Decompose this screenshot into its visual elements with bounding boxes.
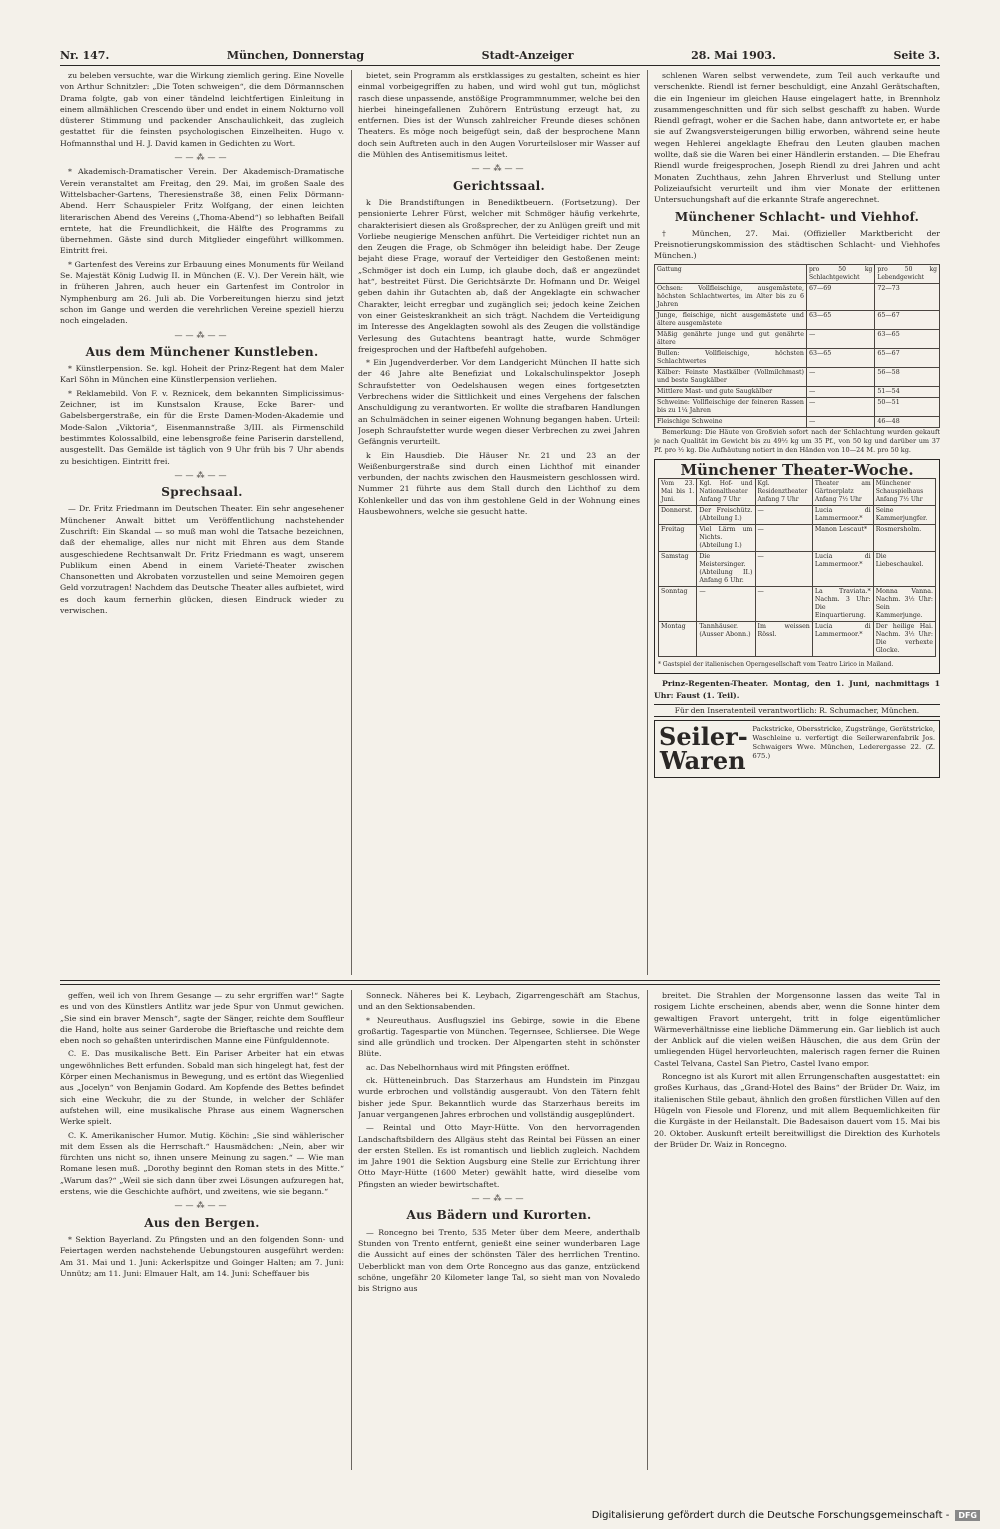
- market-cell: 46—48: [875, 416, 940, 427]
- market-cell: —: [806, 386, 874, 397]
- theater-schedule-table: [658, 478, 936, 657]
- market-cell: Junge, fleischige, nicht ausgemästete und ältere ausgemästete: [655, 310, 807, 329]
- responsible-editor: Für den Inseratenteil verantwortlich: R. Schumacher, München.: [654, 704, 940, 717]
- theater-cell: Manon Lescaut*: [812, 525, 873, 552]
- theater-week-title: Münchener Theater-Woche.: [680, 460, 914, 479]
- dfg-logo: DFG: [955, 1510, 980, 1521]
- article-text: * Ein Jugendverderber. Vor dem Landgericht München II hatte sich der 46 Jahre alte Benefiziat und Lokalschulinspektor Joseph Schraufstetter von Oedelshausen wegen eines fortgesetzten Verbrechens wider die Sittlichkeit und eines Vergehens der falschen Anschuldigung zu verantworten. Er wollte die strafbaren Handlungen an Schulmädchen in seiner eigenen Wohnung begangen haben. Urteil: Joseph Schraufstetter wurde wegen dieser Verbrechen zu zwei Jahren Gefängnis verurteilt.: [358, 358, 640, 447]
- horizontal-rule: [60, 980, 940, 981]
- article-text: k Die Brandstiftungen in Benediktbeuern. (Fortsetzung). Der pensionierte Lehrer Fürst, welcher mit Schmöger häufig verkehrte, charakterisiert diesen als Großsprecher, der zu Anlügen greift und mit Vorliebe neugierige Menschen anführt. Die Verteidiger richtet nun an den Zeugen die Frage, ob Schmöger ihn beleidigt habe. Der Zeuge bejaht diese Frage, worauf der Verteidiger den Gestoßenen meint: „Schmöger ist doch ein Lump, ich glaube doch, daß er angezündet hat“, bestreitet Fürst. Die Gerichtsärzte Dr. Hofmann und Dr. Weigel geben dahin ihr Gutachten ab, daß der Angeklagte ein schwacher Charakter, leicht erregbar und zugänglich sei; jedoch keine Zeichen von einer Geisteskrankheit an sich trägt. Nachdem die Verteidigung im Interesse des Angeklagten sowohl als des Zeugen die vollständige Verlesung des Gutachtens beantragt hatte, wurde Schmöger freigesprochen und der Haftbefehl aufgehoben.: [358, 197, 640, 354]
- theater-column-header: Kgl. Hof- und Nationaltheater Anfang 7 Uhr: [697, 479, 755, 506]
- table-row: [659, 506, 936, 525]
- divider-ornament: ——⁂——: [471, 164, 527, 174]
- table-row: [659, 525, 936, 552]
- page-number: Seite 3.: [893, 49, 940, 62]
- table-row: [655, 367, 940, 386]
- theater-cell: —: [755, 587, 812, 622]
- column-3: [654, 70, 940, 975]
- market-cell: 50—51: [875, 397, 940, 416]
- theater-cell: Die Liebeschaukel.: [873, 552, 935, 587]
- bottom-column-2: [358, 990, 640, 1470]
- section-heading: Aus Bädern und Kurorten.: [406, 1208, 592, 1223]
- theater-cell: Lucia di Lammermoor.*: [812, 622, 873, 657]
- ad-logo: Seiler-Waren: [659, 722, 748, 776]
- theater-cell: Der heilige Hai. Nachm. 3½ Uhr: Die verhexte Glocke.: [873, 622, 935, 657]
- market-cell: 65—67: [875, 310, 940, 329]
- table-row: [655, 348, 940, 367]
- theater-cell: Donnerst.: [659, 506, 697, 525]
- table-row: [655, 416, 940, 427]
- section-heading: Sprechsaal.: [161, 485, 243, 500]
- market-column-header: pro 50 kg Schlachtgewicht: [806, 264, 874, 283]
- section-heading: Gerichtssaal.: [452, 178, 546, 193]
- theater-cell: —: [755, 525, 812, 552]
- horizontal-rule: [60, 984, 940, 985]
- theater-cell: Montag: [659, 622, 697, 657]
- theater-cell: —: [755, 552, 812, 587]
- theater-cell: Monna Vanna. Nachm. 3½ Uhr: Sein Kammerjunge.: [873, 587, 935, 622]
- bottom-column-3: [654, 990, 940, 1470]
- market-cell: Bullen: Vollfleischige, höchsten Schlachtwertes: [655, 348, 807, 367]
- market-note: Bemerkung: Die Häute von Großvieh sofort nach der Schlachtung wurden gekauft je nach Qualität im Gewicht bis zu 49½ kg um 35 Pf., von 50 kg und darüber um 37 Pf. pro ½ kg. Die Aufhäutung notiert in den Händen von 10—24 M. pro 50 kg.: [654, 427, 940, 454]
- article-text: bietet, sein Programm als erstklassiges zu gestalten, scheint es hier einmal vorbeigegriffen zu haben, und wird wohl gut tun, möglichst rasch diese unpassende, anstößige Programmnummer, welche bei den hierbei hineingefallenen Zuhörern Entrüstung erzeugt hat, zu entfernen. Dies ist der Wunsch zahlreicher Freunde dieses schönen Theaters. Es möge noch beigefügt sein, daß der besprochene Mann doch sein Auftreten auch in den Augen Vorurteilsloser mir Wasser auf die Mühlen des Antisemitismus leitet.: [358, 71, 640, 160]
- article-text: schlenen Waren selbst verwendete, zum Teil auch verkaufte und verschenkte. Riendl ist ferner beschuldigt, eine Anzahl Gerätschaften, die ein Ingenieur im gleichen Hause eingelagert hatte, in Brennholz zusammengeschnitten und für sich selbst geschafft zu haben. Wurde Riendl gefragt, woher er die Sachen habe, dann antwortete er, er habe sie auf Zwangsversteigerungen billig erworben, während seine heute wegen Hehlerei angeklagte Ehefrau den Leuten glauben machen wollte, daß sie die Waren bei einer Händlerin erstanden. — Die Ehefrau Riendl wurde freigesprochen, Joseph Riendl zu drei Jahren und acht Monaten Zuchthaus, zehn Jahren Ehrverlust und Stellung unter Polizeiaufsicht verurteilt und ihm vier Monate der erlittenen Untersuchungshaft auf die erkannte Strafe angerechnet.: [654, 71, 940, 205]
- table-row: [655, 310, 940, 329]
- footer-text: Digitalisierung gefördert durch die Deutsche Forschungsgemeinschaft -: [591, 1510, 950, 1521]
- table-row: [655, 329, 940, 348]
- market-cell: —: [806, 367, 874, 386]
- theater-column-header: Theater am Gärtnerplatz Anfang 7½ Uhr: [812, 479, 873, 506]
- article-text: * Sektion Bayerland. Zu Pfingsten und an den folgenden Sonn- und Feiertagen werden nachstehende Uebungstouren ausgeführt werden: Am 31. Mai und 1. Juni: Ackerlspitze und Goinger Halten; am 7. Juni: Unnütz; am 11. Juni: Elmauer Halt, am 14. Juni: Scheffauer bis: [60, 1234, 344, 1278]
- paper-title: Stadt-Anzeiger: [481, 49, 574, 62]
- theater-cell: Viel Lärm um Nichts. (Abteilung I.): [697, 525, 755, 552]
- theater-cell: La Traviata.* Nachm. 3 Uhr: Die Einquartierung.: [812, 587, 873, 622]
- theater-week-box: [654, 459, 940, 675]
- article-text: Sonneck. Näheres bei K. Leybach, Zigarrengeschäft am Stachus, und an den Sektionsabenden.: [358, 991, 640, 1012]
- column-2: [358, 70, 640, 975]
- section-heading: Münchener Schlacht- und Viehhof.: [674, 209, 920, 224]
- column-divider: [351, 990, 352, 1470]
- table-row: [659, 552, 936, 587]
- theater-cell: Lucia di Lammermoor.*: [812, 552, 873, 587]
- issue-date: 28. Mai 1903.: [691, 49, 776, 62]
- article-text: * Künstlerpension. Se. kgl. Hoheit der Prinz-Regent hat dem Maler Karl Söhn in München eine Künstlerpension verliehen.: [60, 364, 344, 385]
- article-text: ck. Hütteneinbruch. Das Starzerhaus am Hundstein im Pinzgau wurde erbrochen und vollständig ausgeraubt. Von den Tätern fehlt bisher jede Spur. Bekanntlich wurde das Starzerhaus bereits im Januar vergangenen Jahres erbrochen und vollständig ausgeplündert.: [358, 1076, 640, 1119]
- theater-column-header: Vom 23. Mai bis 1. Juni.: [659, 479, 697, 506]
- theater-cell: Lucia di Lammermoor.*: [812, 506, 873, 525]
- divider-ornament: ——⁂——: [174, 1201, 230, 1211]
- theater-column-header: Kgl. Residenztheater Anfang 7 Uhr: [755, 479, 812, 506]
- market-cell: 51—54: [875, 386, 940, 397]
- market-column-header: pro 50 kg Lebendgewicht: [875, 264, 940, 283]
- market-cell: Fleischige Schweine: [655, 416, 807, 427]
- theater-cell: —: [697, 587, 755, 622]
- market-cell: Mäßig genährte junge und gut genährte ältere: [655, 329, 807, 348]
- column-divider: [647, 990, 648, 1470]
- newspaper-page: [60, 40, 940, 1490]
- table-row: [655, 283, 940, 310]
- article-text: Roncegno ist als Kurort mit allen Errungenschaften ausgestattet: ein großes Kurhaus, das „Grand-Hotel des Bains“ der Brüder Dr. Waiz, im italienischen Stile gebaut, ähnlich den großen fürstlichen Villen auf den Hügeln von Fiesole und Florenz, und mit allem Bequemlichkeiten für die Kurgäste in der Heilanstalt. Die Badesaison dauert vom 15. Mai bis 20. Oktober. Auskunft erteilt bereitwilligst die Direktion des Kurhotels der Brüder Dr. Waiz in Roncegno.: [654, 1072, 940, 1149]
- divider-ornament: ——⁂——: [471, 1194, 527, 1204]
- seilerwaren-advertisement: [654, 720, 940, 778]
- article-text: * Reklamebild. Von F. v. Reznicek, dem bekannten Simplicissimus-Zeichner, ist im Kunstsalon Krause, Ecke Barer- und Gabelsbergerstraße, ein für die Erste Damen-Moden-Akademie und Mode-Salon „Viktoria“, Eisenmannstraße 3/III. als Firmenschild bestimmtes Kolossalbild, eine lebensgroße feine Pariserin darstellend, ausgestellt. Das Gemälde ist täglich von 9 Uhr früh bis 7 Uhr abends zu besichtigen. Eintritt frei.: [60, 388, 344, 466]
- article-text: * Akademisch-Dramatischer Verein. Der Akademisch-Dramatische Verein veranstaltet am Freitag, den 29. Mai, im großen Saale des Wittelsbacher-Gartens, Theresienstraße 38, einen Felix Dörmann-Abend. Herr Schauspieler Fritz Wolfgang, der einen leichten literarischen Abend des Vereins („Thoma-Abend“) so lebhaften Beifall erntete, hat die Freundlichkeit, die Hälfte des Programms zu übernehmen. Gäste sind durch Mitglieder eingeführt willkommen. Eintritt frei.: [60, 167, 344, 256]
- market-cell: Ochsen: Vollfleischige, ausgemästete, höchsten Schlachtwertes, im Alter bis zu 6 Jahren: [655, 283, 807, 310]
- theater-cell: Im weissen Rössl.: [755, 622, 812, 657]
- place-day: München, Donnerstag: [226, 49, 365, 62]
- divider-ornament: ——⁂——: [174, 153, 230, 163]
- article-text: zu beleben versuchte, war die Wirkung ziemlich gering. Eine Novelle von Arthur Schnitzler: „Die Toten schweigen“, die dem Dörmannschen Drama folgte, gab von einer tändelnd leichtfertigen Einleitung in einem allmählichen Crescendo über und endet in einem Nokturno voll düsterer Stimmung und packender Anschaulichkeit, das zugleich gestattet für die feinsten psychologischen Einzelheiten. Hugo v. Hofmannsthal und H. J. David kamen in Gedichten zu Wort.: [60, 71, 344, 148]
- table-row: [659, 622, 936, 657]
- table-row: [655, 397, 940, 416]
- market-cell: —: [806, 329, 874, 348]
- column-1: [60, 70, 344, 975]
- prinz-regenten-notice: Prinz-Regenten-Theater. Montag, den 1. Juni, nachmittags 1 Uhr: Faust (1. Teil).: [654, 679, 940, 700]
- theater-cell: Der Freischütz. (Abteilung I.): [697, 506, 755, 525]
- column-divider: [351, 70, 352, 975]
- divider-ornament: ——⁂——: [174, 470, 230, 480]
- market-cell: 63—65: [806, 348, 874, 367]
- article-text: — Dr. Fritz Friedmann im Deutschen Theater. Ein sehr angesehener Münchener Anwalt bittet um Veröffentlichung nachstehender Zuschrift: Ein Skandal — so muß man wohl die Tatsache bezeichnen, daß der ehemalige, alles nur nicht mit Ehren aus dem Stande ausgeschiedene Rechtsanwalt Dr. Fritz Friedmann es wagt, unserem Publikum einen Abend in einem Varieté-Theater zwischen Chansonetten und Akrobaten vorzustellen und seine Memoiren gegen Geld vorzutragen! Nachdem das Deutsche Theater alles aufbietet, wird es doch kaum fernerhin glücken, diesen Eindruck wieder zu verwischen.: [60, 504, 344, 616]
- theater-cell: Freitag: [659, 525, 697, 552]
- article-text: geffen, weil ich von Ihrem Gesange — zu sehr ergriffen war!“ Sagte es und von des Künstlers Antlitz war jede Spur von Unmut gewichen. „Sie sind ein braver Mensch“, sagte der Sänger, reichte dem Souffleur die Hand, holte aus seiner Garderobe die Brieftasche und reichte dem eben noch so gehaßten unterirdischen Manne eine Fünfguldennote.: [60, 991, 344, 1046]
- market-cell: 65—67: [875, 348, 940, 367]
- market-cell: 72—73: [875, 283, 940, 310]
- theater-cell: Die Meistersinger. (Abteilung II.) Anfang 6 Uhr.: [697, 552, 755, 587]
- article-text: k Ein Hausdieb. Die Häuser Nr. 21 und 23 an der Weißenburgerstraße sind durch einen Lichthof mit einander verbunden, der nachts zwischen den Hausmeistern geschlossen wird. Nummer 21 führte aus dem Stall durch den Lichthof zu dem Kohlenkeller und das von ihm gestohlene Geld in der Wohnung eines Hausbewohners, welche sie gesucht hatte.: [358, 450, 640, 516]
- market-cell: 56—58: [875, 367, 940, 386]
- theater-cell: Tannhäuser. (Ausser Abonn.): [697, 622, 755, 657]
- article-text: — Roncegno bei Trento, 535 Meter über dem Meere, anderthalb Stunden von Trento entfernt, genießt eine seiner wunderbaren Lage die Aussicht auf eines der schönsten Täler des herrlichen Trentino. Ueberblickt man von dem Orte Roncegno aus das ganze, entzückend schöne, ungefähr 20 Kilometer lange Tal, so sieht man von Novaledo bis Strigno aus: [358, 1227, 640, 1294]
- divider-ornament: ——⁂——: [174, 330, 230, 340]
- market-cell: —: [806, 397, 874, 416]
- issue-number: Nr. 147.: [60, 49, 110, 62]
- bottom-column-1: [60, 990, 344, 1470]
- market-report-intro: † München, 27. Mai. (Offizieller Marktbericht der Preisnotierungskommission des städtischen Schlacht- und Viehhofes München.): [654, 228, 940, 261]
- market-column-header: Gattung: [655, 264, 807, 283]
- article-text: C. E. Das musikalische Bett. Ein Pariser Arbeiter hat ein etwas ungewöhnliches Bett erfunden. Sobald man sich hingelegt hat, fest der Körper einen Mechanismus in Bewegung, und es ertönt das Wiegenlied aus „Jocelyn“ von Benjamin Godard. Am Kopfende des Bettes befindet sich eine Weckuhr, die zu der Stunde, in welcher der Schläfer aufstehen will, eine musikalische Phrase aus einem Wagnerschen Werke spielt.: [60, 1049, 344, 1127]
- theater-cell: Seine Kammerjungfer.: [873, 506, 935, 525]
- theater-footnote: * Gastspiel der italienischen Operngesellschaft vom Teatro Lirico in Mailand.: [658, 661, 894, 669]
- section-heading: Aus dem Münchener Kunstleben.: [85, 344, 319, 359]
- market-cell: 63—65: [875, 329, 940, 348]
- table-row: [659, 587, 936, 622]
- table-row: [655, 386, 940, 397]
- theater-cell: Rosmersholm.: [873, 525, 935, 552]
- theater-column-header: Münchener Schauspielhaus Anfang 7½ Uhr: [873, 479, 935, 506]
- article-text: C. K. Amerikanischer Humor. Mutig. Köchin: „Sie sind wählerischer mit dem Essen als die Herrschaft.“ Hausmädchen: „Nein, aber wir fürchten uns nicht so, ihnen unsere Meinung zu sagen.“ — Wie man Romane lesen muß. „Dorothy beginnt den Roman stets in des Mitte.“ „Warum das?“ „Weil sie sich dann über zwei Lösungen aufzuregen hat, erstens, wie die Geschichte aufhört, und zweitens, wie sie begann.“: [60, 1130, 344, 1197]
- article-text: * Neureuthaus. Ausflugsziel ins Gebirge, sowie in die Ebene großartig. Tagespartie von München. Tegernsee, Schliersee. Die Wege sind alle gründlich und trocken. Der Alpengarten steht in schönster Blüte.: [358, 1015, 640, 1059]
- market-cell: Kälber: Feinste Mastkälber (Vollmilchmast) und beste Saugkälber: [655, 367, 807, 386]
- ad-text: Packstricke, Obersstricke, Zugstränge, Gerätstricke, Waschleine u. verfertigt die Seilerwarenfabrik Jos. Schwaigers Wwe. München, Lederergasse 22. (Z. 675.): [752, 725, 935, 761]
- market-cell: 67—69: [806, 283, 874, 310]
- market-cell: 63—65: [806, 310, 874, 329]
- theater-cell: Sonntag: [659, 587, 697, 622]
- digitization-footer: [592, 1510, 980, 1521]
- section-heading: Aus den Bergen.: [144, 1215, 260, 1230]
- theater-cell: —: [755, 506, 812, 525]
- market-cell: Mittlere Mast- und gute Saugkälber: [655, 386, 807, 397]
- article-text: * Gartenfest des Vereins zur Erbauung eines Monuments für Weiland Se. Majestät König Ludwig II. in München (E. V.). Der Verein hält, wie in früheren Jahren, auch heuer ein Gartenfest im Controlor in Nymphenburg am 26. Juli ab. Die Vorbereitungen hierzu sind jetzt schon im Gange und werden die verehrlichen Vereine speziell hierzu noch eingeladen.: [60, 259, 344, 326]
- market-cell: —: [806, 416, 874, 427]
- column-divider: [647, 70, 648, 975]
- article-text: ac. Das Nebelhornhaus wird mit Pfingsten eröffnet.: [366, 1062, 570, 1072]
- article-text: — Reintal und Otto Mayr-Hütte. Von den hervorragenden Landschaftsbildern des Allgäus steht das Reintal bei Füssen an einer der ersten Stellen. Es ist romantisch und lieblich zugleich. Nachdem im Jahre 1901 die Sektion Augsburg eine Stelle zur Errichtung ihrer Otto Mayr-Hütte (1600 Meter) gewählt hatte, wird dieselbe vom Pfingsten an wieder bewirtschaftet.: [358, 1123, 640, 1189]
- market-price-table: [654, 264, 940, 428]
- market-cell: Schweine: Vollfleischige der feineren Rassen bis zu 1¼ Jahren: [655, 397, 807, 416]
- theater-cell: Samstag: [659, 552, 697, 587]
- article-text: breitet. Die Strahlen der Morgensonne lassen das weite Tal in rosigem Lichte erscheinen, abends aber, wenn die Sonne hinter dem gewaltigen Fravort untergeht, tritt in folge eigentümlicher Wärmeverhältnisse eine liebliche Dämmerung ein. Gar lieblich ist auch der Anblick auf die vielen weißen Häuschen, die aus dem Grün der umliegenden Hügel hervorleuchten, malerisch ragen ferner die Ruinen Castel Telvana, Castel San Pietro, Castel Ivano empor.: [654, 991, 940, 1068]
- page-header: [60, 40, 940, 66]
